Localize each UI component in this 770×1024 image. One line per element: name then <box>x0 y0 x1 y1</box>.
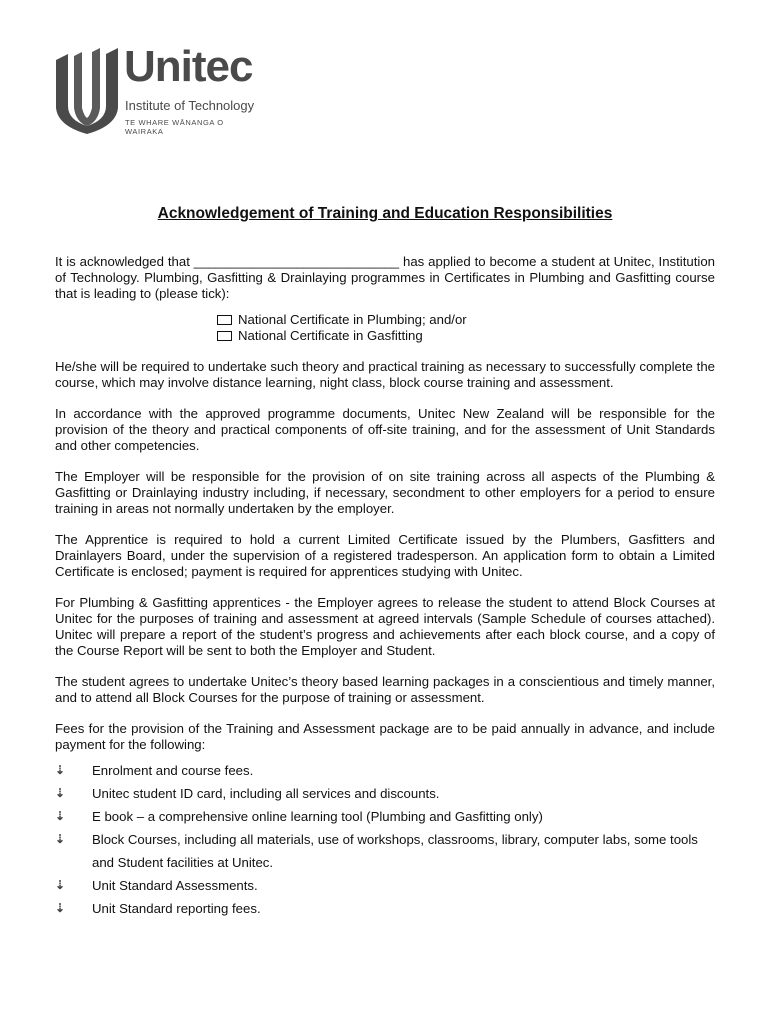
paragraph: The Apprentice is required to hold a current Limited Certificate issued by the Plumbers, Gasfitters and Drainlayers Board, under the supervision of a registered tradesperson. An application form to obtain a Limited Certificate is enclosed; payment is required for apprentices studying with Unitec. <box>55 532 715 579</box>
list-item <box>55 805 715 828</box>
list-item <box>55 874 715 897</box>
document-title: Acknowledgement of Training and Education Responsibilities <box>157 205 613 222</box>
down-arrow-bullet-icon: ⇣ <box>55 763 66 777</box>
list-item-text: Enrolment and course fees. <box>92 763 254 778</box>
document-body <box>55 254 715 920</box>
down-arrow-bullet-icon: ⇣ <box>55 901 66 915</box>
logo-subtitle: Institute of Technology <box>125 98 255 113</box>
option-label: National Certificate in Gasfitting <box>238 328 423 343</box>
option-label: National Certificate in Plumbing; and/or <box>238 312 467 327</box>
list-item <box>55 782 715 805</box>
paragraph: The student agrees to undertake Unitec’s theory based learning packages in a conscientious and timely manner, and to attend all Block Courses for the purpose of training or assessment. <box>55 674 715 705</box>
down-arrow-bullet-icon: ⇣ <box>55 878 66 892</box>
list-item-text: Unit Standard reporting fees. <box>92 901 261 916</box>
down-arrow-bullet-icon: ⇣ <box>55 809 66 823</box>
paragraph: He/she will be required to undertake such theory and practical training as necessary to successfully complete the course, which may involve distance learning, night class, block course training and assessment. <box>55 359 715 390</box>
paragraph: In accordance with the approved programme documents, Unitec New Zealand will be responsible for the provision of the theory and practical components of off-site training, and for the assessment of Unit Standards and other competencies. <box>55 406 715 453</box>
certificate-options <box>217 312 715 344</box>
unitec-emblem-icon <box>54 46 120 134</box>
unitec-logo <box>54 42 264 136</box>
down-arrow-bullet-icon: ⇣ <box>55 832 66 846</box>
paragraph: Fees for the provision of the Training and Assessment package are to be paid annually in advance, and include payment for the following: <box>55 721 715 752</box>
list-item-text: Block Courses, including all materials, use of workshops, classrooms, library, computer labs, some tools and Student facilities at Unitec. <box>92 832 698 870</box>
logo-maori-subtitle: TE WHARE WĀNANGA O WAIRAKA <box>125 118 224 136</box>
option-gasfitting[interactable] <box>217 328 715 344</box>
list-item <box>55 759 715 782</box>
list-item-text: Unitec student ID card, including all services and discounts. <box>92 786 440 801</box>
paragraph: For Plumbing & Gasfitting apprentices - the Employer agrees to release the student to attend Block Courses at Unitec for the purposes of training and assessment at agreed intervals (Sample Schedule of courses attached). Unitec will prepare a report of the student’s progress and achievements after each block course, and a copy of the Course Report will be sent to both the Employer and Student. <box>55 595 715 658</box>
list-item-text: Unit Standard Assessments. <box>92 878 258 893</box>
list-item <box>55 828 715 874</box>
fees-list <box>55 759 715 920</box>
checkbox[interactable] <box>217 331 232 341</box>
option-plumbing[interactable] <box>217 312 715 328</box>
down-arrow-bullet-icon: ⇣ <box>55 786 66 800</box>
intro-paragraph: It is acknowledged that ____________________________ has applied to become a student at Unitec, Institution of Technology. Plumbing, Gasfitting & Drainlaying programmes in Certificates in Plumbing and Gasfitting course that is leading to (please tick): <box>55 254 715 301</box>
list-item-text: E book – a comprehensive online learning tool (Plumbing and Gasfitting only) <box>92 809 543 824</box>
list-item <box>55 897 715 920</box>
checkbox[interactable] <box>217 315 232 325</box>
paragraph: The Employer will be responsible for the provision of on site training across all aspects of the Plumbing & Gasfitting or Drainlaying industry including, if necessary, secondment to other employers for a period to ensure training in areas not normally undertaken by the employer. <box>55 469 715 516</box>
logo-wordmark: Unitec <box>124 42 253 91</box>
